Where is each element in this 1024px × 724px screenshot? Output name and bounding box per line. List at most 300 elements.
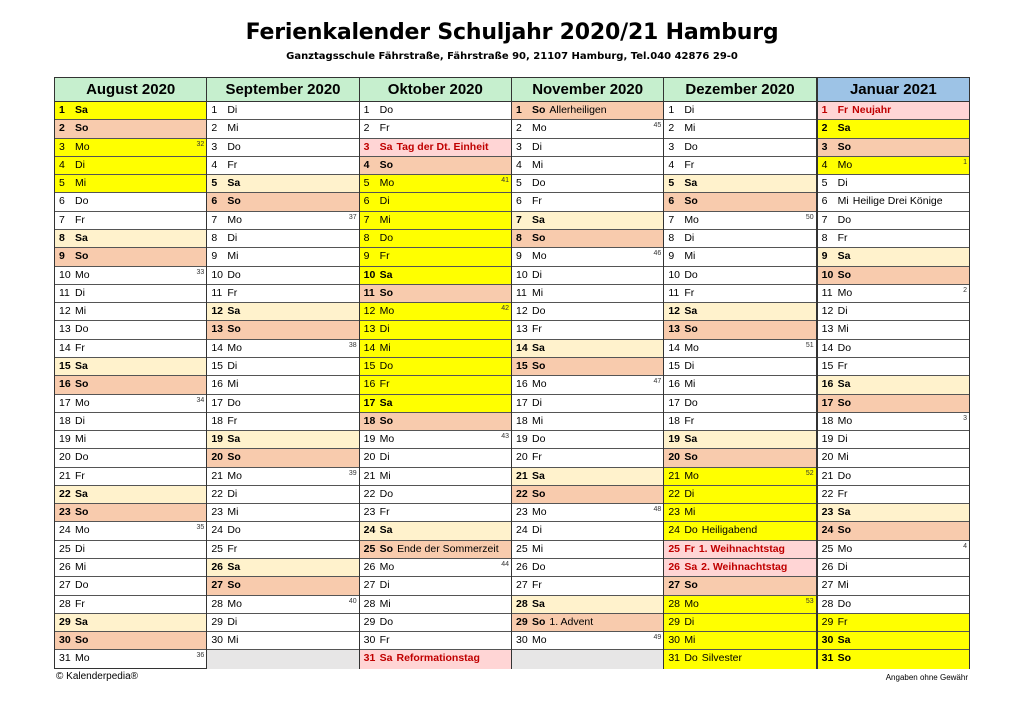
day-row [55,340,206,358]
weekday-label: Di [227,615,238,628]
day-number: 3 [821,140,828,153]
weekday-label: Mi [379,341,391,354]
day-number: 10 [515,268,528,281]
day-number: 11 [363,286,375,299]
day-number: 23 [59,506,71,519]
day-row [55,321,206,339]
day-number: 6 [668,195,675,208]
weekday-label: Mi [227,122,239,135]
day-number: 22 [211,487,224,500]
day-number: 16 [668,378,680,391]
day-number: 18 [515,414,528,427]
day-number: 19 [59,433,71,446]
day-row [664,193,815,211]
weekday-label: So [75,378,89,391]
weekday-label: Mo [227,597,242,610]
day-number: 25 [59,542,71,555]
day-row [207,212,358,230]
day-number: 19 [363,433,376,446]
weekday-label: Do [531,433,546,446]
day-row [55,559,206,577]
day-number: 25 [668,542,680,555]
day-number: 3 [59,140,65,153]
holiday-label: Tag der Dt. Einheit [396,140,489,153]
weekday-label: So [75,634,89,647]
day-number: 11 [515,286,527,299]
day-number: 9 [363,250,370,263]
weekday-label: Sa [379,396,393,409]
day-number: 19 [821,433,834,446]
day-row [512,431,663,449]
day-row [207,303,358,321]
day-row [207,285,358,303]
weekday-label: Mi [227,378,239,391]
week-number: 48 [653,506,662,514]
month-header: November 2020 [512,78,663,102]
page-subtitle: Ganztagsschule Fährstraße, Fährstraße 90, 21107 Hamburg, Tel.040 42876 29-0 [286,51,738,62]
day-number: 26 [821,561,834,574]
day-row [360,650,511,668]
weekday-label: So [837,652,852,665]
day-row [512,522,663,540]
day-number: 26 [211,561,224,574]
day-number: 5 [363,177,370,190]
weekday-label: So [684,451,698,464]
weekday-label: Mo [227,341,242,354]
day-row [512,376,663,394]
day-row [207,614,358,632]
weekday-label: Mi [837,451,849,464]
weekday-label: Fr [379,506,390,519]
weekday-label: So [227,195,241,208]
weekday-label: Fr [531,451,542,464]
day-row [207,340,358,358]
day-row [512,139,663,157]
day-number: 2 [821,122,828,135]
week-number: 39 [348,469,357,477]
day-number: 26 [363,561,376,574]
day-number: 11 [668,286,680,299]
day-number: 21 [668,469,680,482]
weekday-label: Di [684,231,695,244]
day-row [207,632,358,650]
day-number: 4 [363,158,370,171]
day-number: 22 [515,487,528,500]
weekday-label: Mi [837,323,849,336]
weekday-label: Di [684,359,695,372]
day-row [360,212,511,230]
day-number: 31 [668,652,680,665]
day-number: 8 [59,231,65,244]
weekday-label: So [379,542,394,555]
day-row [818,632,969,650]
day-number: 24 [363,524,376,537]
weekday-label: So [75,506,89,519]
day-row [360,267,511,285]
day-row [818,431,969,449]
day-row [360,340,511,358]
weekday-label: Fr [379,378,390,391]
day-row [360,285,511,303]
day-row [512,413,663,431]
day-number: 2 [668,122,675,135]
day-number: 27 [515,579,528,592]
day-number: 20 [59,451,71,464]
day-row [818,559,969,577]
day-row [55,102,206,120]
day-row [207,358,358,376]
day-number: 21 [59,469,71,482]
day-row [512,632,663,650]
weekday-label: Di [837,305,848,318]
month-header: Dezember 2020 [664,78,815,102]
day-row [360,577,511,595]
day-number: 9 [59,250,65,263]
day-row [360,431,511,449]
disclaimer-note: Angaben ohne Gewähr [885,673,968,682]
weekday-label: Do [75,579,89,592]
day-row [818,577,969,595]
day-number: 29 [515,615,528,628]
month-column [511,78,663,668]
day-row [512,212,663,230]
day-number: 16 [211,378,224,391]
weekday-label: Sa [75,231,88,244]
day-number: 20 [821,451,834,464]
day-number: 4 [59,158,65,171]
day-row [818,614,969,632]
day-number: 5 [821,177,828,190]
weekday-label: Fr [837,487,848,500]
weekday-label: Do [837,469,852,482]
day-number: 21 [821,469,834,482]
day-row [207,139,358,157]
weekday-label: Mo [684,213,699,226]
day-row [512,120,663,138]
day-number: 6 [363,195,370,208]
week-number: 32 [196,140,205,148]
day-row [55,285,206,303]
weekday-label: So [684,195,698,208]
weekday-label: Do [837,341,852,354]
day-row [360,120,511,138]
day-row [360,395,511,413]
day-number: 8 [668,231,675,244]
day-row [360,139,511,157]
day-number: 19 [515,433,528,446]
weekday-label: Sa [837,122,851,135]
day-row [512,504,663,522]
day-number: 13 [59,323,71,336]
day-number: 1 [59,104,65,116]
day-row [55,376,206,394]
day-row [664,157,815,175]
weekday-label: Do [379,104,394,116]
weekday-label: Fr [75,341,85,354]
day-row [664,413,815,431]
day-row [512,193,663,211]
day-row [512,559,663,577]
day-row [818,230,969,248]
day-number: 24 [211,524,224,537]
day-row [664,504,815,522]
day-number: 20 [211,451,224,464]
day-row [55,468,206,486]
day-number: 8 [821,231,828,244]
day-row [512,230,663,248]
day-row [55,577,206,595]
weekday-label: Do [75,195,89,208]
weekday-label: Mo [684,341,699,354]
weekday-label: Sa [379,524,393,537]
day-number: 27 [668,579,680,592]
day-number: 15 [211,359,224,372]
weekday-label: Do [531,305,546,318]
weekday-label: Sa [684,433,698,446]
weekday-label: Do [227,268,241,281]
day-number: 23 [211,506,224,519]
month-header: Januar 2021 [818,78,969,102]
day-row [55,431,206,449]
week-number: 44 [501,561,509,569]
day-row [512,650,663,668]
month-header: Oktober 2020 [360,78,511,102]
week-number: 47 [653,378,662,386]
weekday-label: Fr [75,469,85,482]
weekday-label: Mi [75,561,87,574]
weekday-label: Fr [684,414,695,427]
day-row [818,413,969,431]
weekday-label: Sa [531,213,545,226]
day-row [360,157,511,175]
day-row [207,650,358,668]
day-number: 2 [515,122,522,135]
day-number: 17 [211,396,224,409]
weekday-label: So [837,396,852,409]
weekday-label: Fr [684,286,695,299]
weekday-label: Do [684,140,698,153]
weekday-label: Fr [227,158,238,171]
week-number: 45 [653,122,662,130]
weekday-label: So [531,231,546,244]
weekday-label: Di [531,524,542,537]
weekday-label: Fr [531,579,542,592]
month-column [663,78,815,668]
day-row [664,175,815,193]
day-row [664,650,815,668]
day-number: 23 [668,506,680,519]
weekday-label: Di [684,104,695,116]
calendar-grid [54,77,970,669]
week-number: 38 [348,341,357,349]
day-row [512,267,663,285]
day-number: 14 [363,341,376,354]
day-number: 4 [211,158,218,171]
weekday-label: Mo [75,396,90,409]
weekday-label: So [684,579,698,592]
day-row [360,248,511,266]
day-row [55,248,206,266]
weekday-label: Sa [837,250,851,263]
day-row [818,504,969,522]
week-number: 46 [653,250,662,258]
weekday-label: Fr [684,542,695,555]
weekday-label: Mo [684,469,699,482]
day-number: 3 [668,140,675,153]
weekday-label: Do [379,231,394,244]
day-row [818,468,969,486]
weekday-label: Di [75,158,85,171]
day-number: 17 [821,396,834,409]
day-number: 25 [821,542,834,555]
day-row [818,522,969,540]
weekday-label: Fr [379,250,390,263]
day-row [818,285,969,303]
day-row [664,632,815,650]
weekday-label: Do [684,524,698,537]
day-row [664,522,815,540]
weekday-label: So [75,250,89,263]
day-number: 17 [59,396,71,409]
day-number: 31 [821,652,834,665]
day-number: 22 [59,487,71,500]
weekday-label: Mo [379,433,395,446]
day-row [207,157,358,175]
weekday-label: Mo [837,414,853,427]
weekday-label: Mi [684,378,696,391]
week-number: 51 [805,341,814,349]
month-column [359,78,511,668]
day-number: 15 [821,359,834,372]
day-number: 17 [668,396,680,409]
day-row [207,193,358,211]
day-row [512,486,663,504]
holiday-label: Neujahr [852,104,892,116]
weekday-label: Di [75,286,85,299]
day-row [664,248,815,266]
weekday-label: Mo [837,158,853,171]
day-row [55,212,206,230]
holiday-label: Silvester [701,652,743,665]
month-column [206,78,358,668]
day-number: 9 [211,250,218,263]
day-row [818,449,969,467]
weekday-label: Di [531,396,542,409]
day-row [55,303,206,321]
day-number: 5 [211,177,218,190]
day-row [664,303,815,321]
day-number: 11 [59,286,70,299]
day-number: 14 [211,341,224,354]
weekday-label: Sa [684,561,698,574]
week-number: 41 [501,177,509,185]
day-row [664,120,815,138]
day-row [207,376,358,394]
day-row [818,486,969,504]
weekday-label: So [837,140,852,153]
weekday-label: Fr [837,615,848,628]
day-number: 23 [363,506,376,519]
holiday-label: Ende der Sommerzeit [397,542,499,555]
month-column [816,78,969,668]
holiday-label: 1. Advent [549,615,594,628]
day-number: 30 [363,634,376,647]
day-row [512,340,663,358]
day-number: 2 [59,122,65,135]
weekday-label: Di [379,323,390,336]
day-number: 16 [515,378,528,391]
day-row [818,303,969,321]
day-row [818,102,969,120]
day-row [55,139,206,157]
week-number: 52 [805,469,814,477]
weekday-label: Mo [75,652,90,665]
day-number: 24 [668,524,680,537]
weekday-label: So [227,579,241,592]
day-number: 18 [211,414,224,427]
weekday-label: Mi [684,122,696,135]
day-row [818,358,969,376]
day-number: 29 [59,615,71,628]
weekday-label: Sa [75,104,88,116]
weekday-label: Di [837,561,848,574]
day-row [55,522,206,540]
day-number: 4 [821,158,828,171]
day-row [360,449,511,467]
weekday-label: So [531,615,546,628]
day-row [664,230,815,248]
day-number: 31 [59,652,71,665]
weekday-label: Mi [75,177,87,190]
weekday-label: So [75,122,89,135]
weekday-label: So [379,158,394,171]
weekday-label: Di [531,268,542,281]
weekday-label: Mi [379,213,391,226]
day-number: 17 [515,396,528,409]
day-number: 28 [515,597,528,610]
day-row [55,541,206,559]
day-row [55,596,206,614]
weekday-label: Do [837,597,852,610]
weekday-label: Sa [837,378,851,391]
day-row [55,157,206,175]
weekday-label: Sa [75,359,88,372]
day-row [664,139,815,157]
day-number: 22 [821,487,834,500]
day-number: 16 [59,378,71,391]
day-number: 12 [821,305,834,318]
day-number: 12 [515,305,528,318]
weekday-label: Mi [684,634,696,647]
day-row [512,157,663,175]
day-number: 30 [668,634,680,647]
day-number: 12 [363,305,376,318]
week-number: 1 [963,158,967,166]
weekday-label: Mo [227,213,242,226]
day-row [512,468,663,486]
day-number: 27 [59,579,71,592]
day-row [360,175,511,193]
day-row [818,596,969,614]
weekday-label: So [837,268,852,281]
month-header: September 2020 [207,78,358,102]
day-number: 25 [211,542,224,555]
weekday-label: Fr [837,104,849,116]
day-number: 24 [59,524,71,537]
day-number: 20 [668,451,680,464]
day-number: 12 [211,305,224,318]
day-number: 11 [211,286,223,299]
